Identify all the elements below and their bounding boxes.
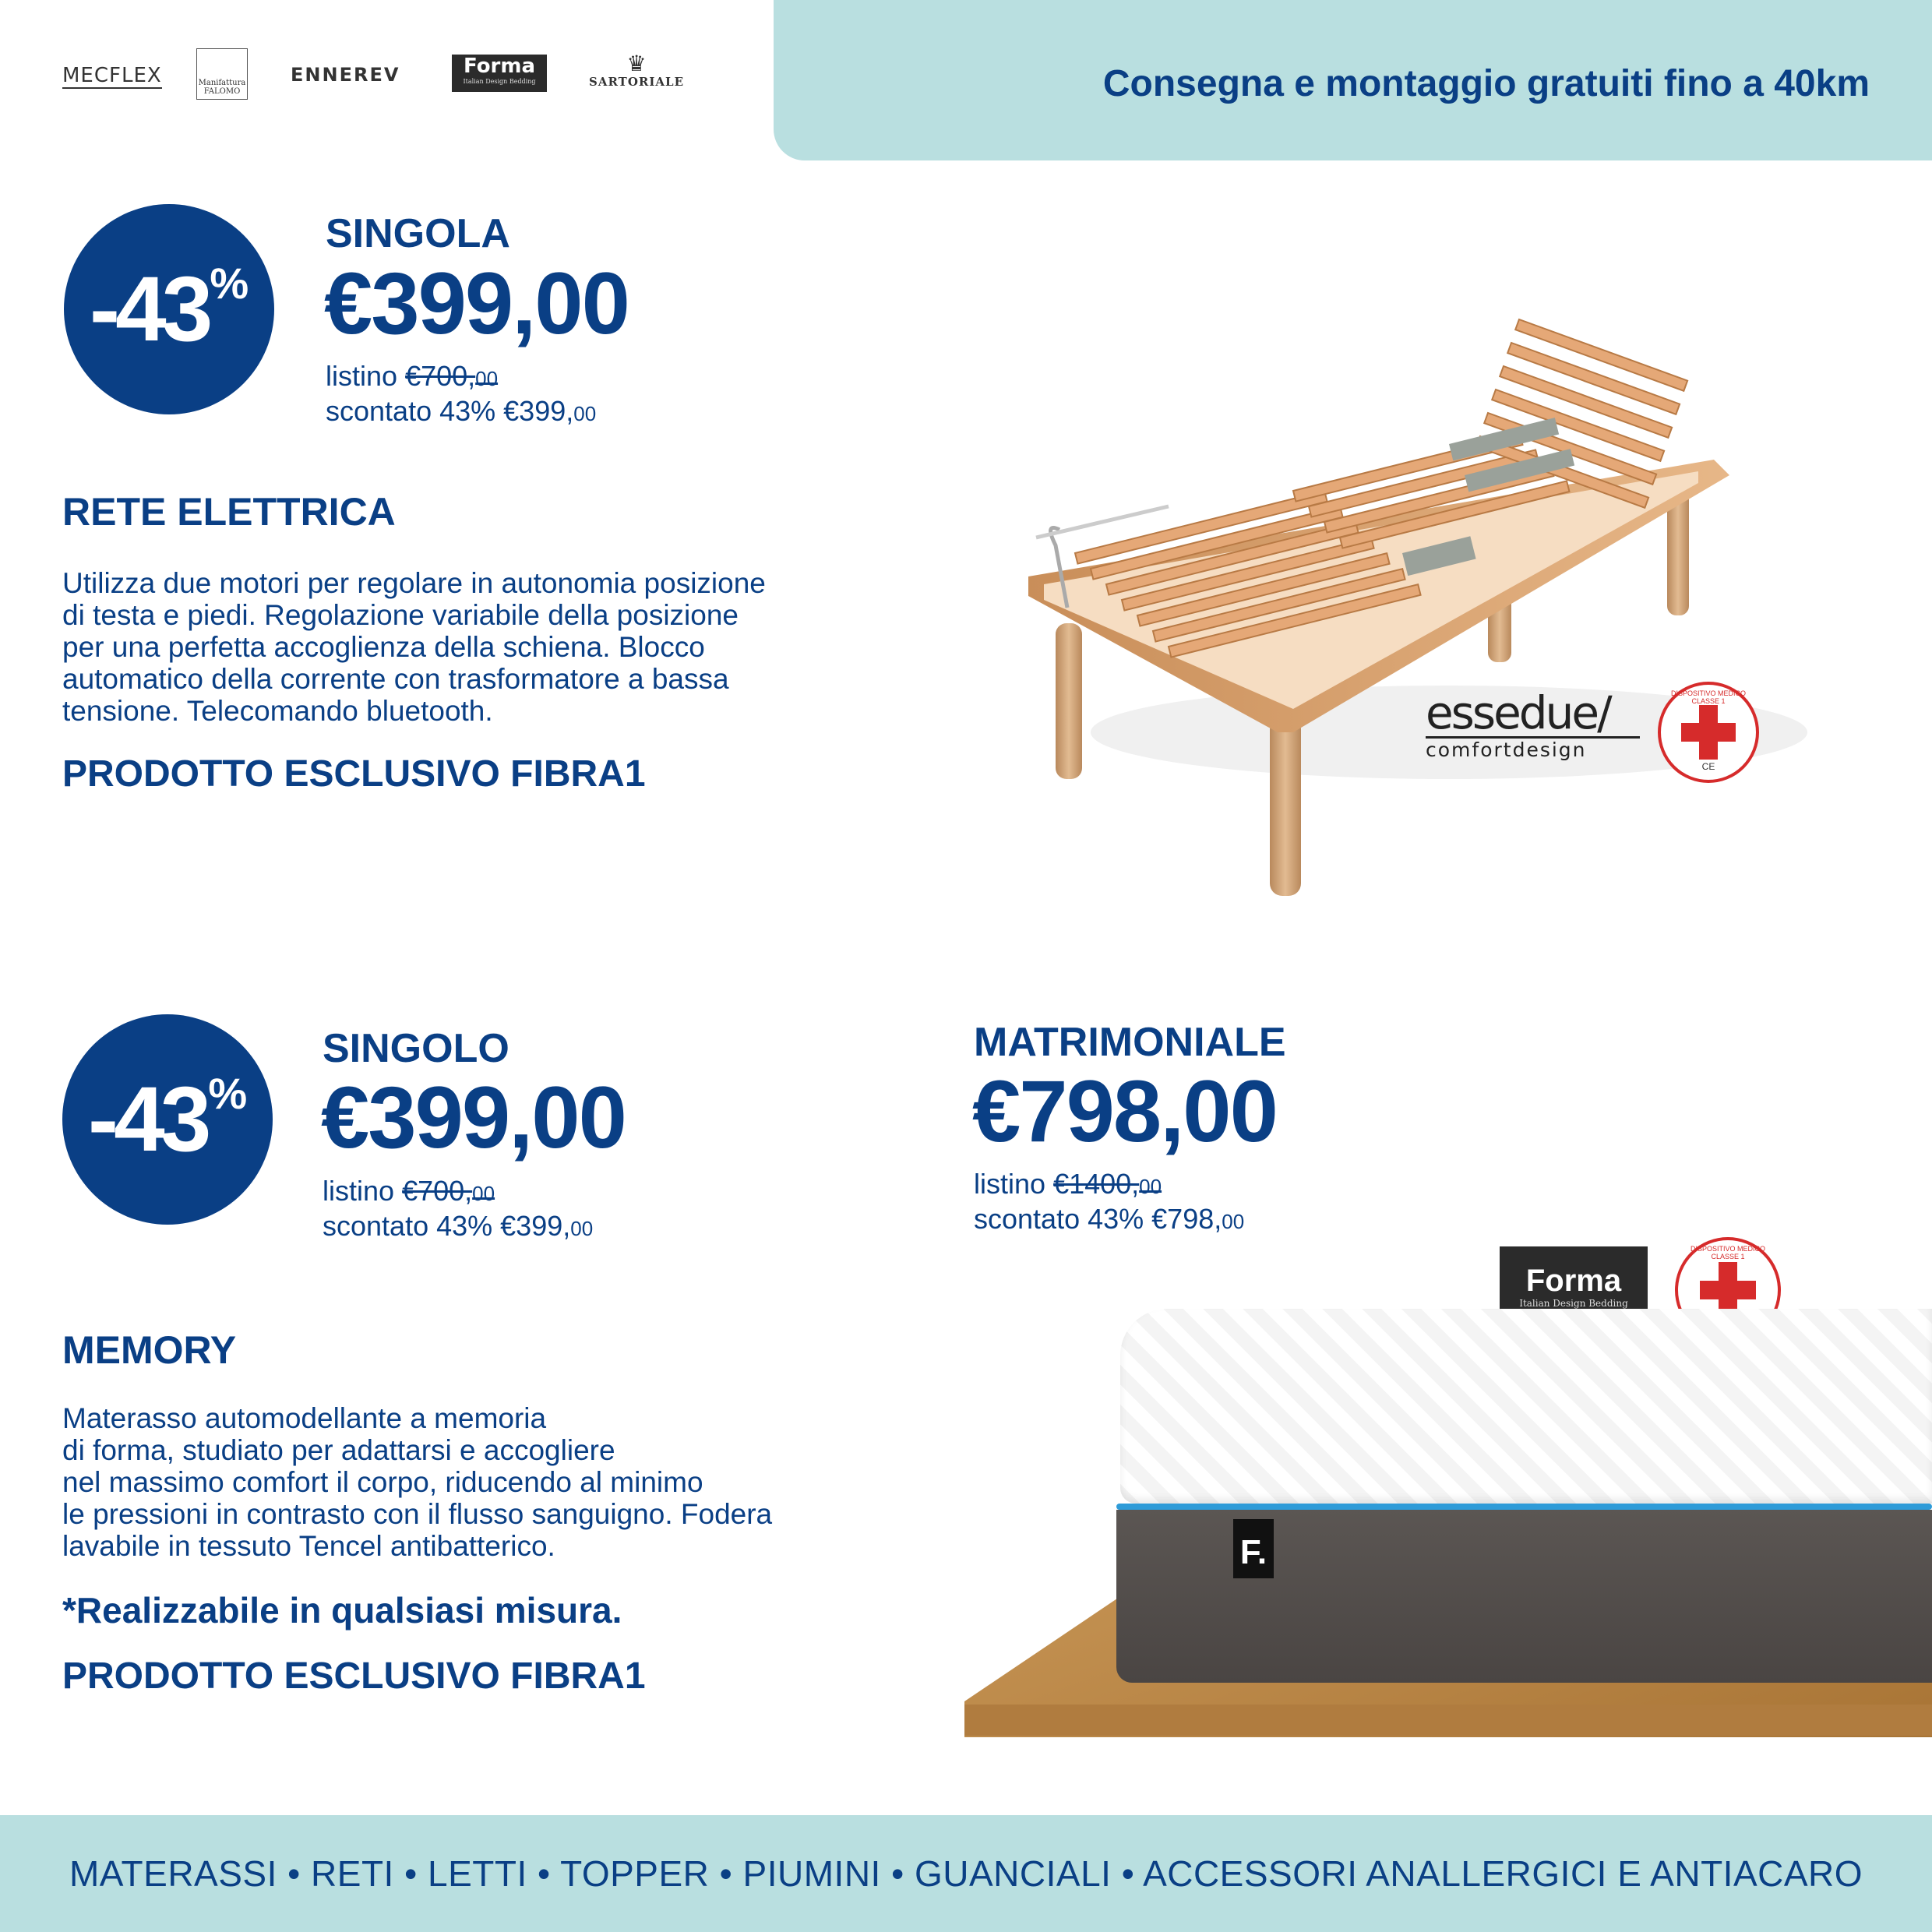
mattress-blue-seam [1116, 1504, 1932, 1510]
medical-device-badge-2: DISPOSITIVO MEDICO CLASSE 1 [1675, 1237, 1781, 1343]
forma-logo: Forma Italian Design Bedding [1500, 1246, 1648, 1327]
footer-categories: MATERASSI • RETI • LETTI • TOPPER • PIUMINI • GUANCIALI • ACCESSORI ANALLERGICI E ANTIACARO [69, 1853, 1863, 1894]
price-details-1: listino €700,00 scontato 43% €399,00 [326, 360, 597, 427]
medical-device-badge-1: CE DISPOSITIVO MEDICO CLASSE 1 [1658, 682, 1759, 783]
price-details-2: listino €700,00 scontato 43% €399,00 [323, 1175, 594, 1242]
discount-badge-2: -43 % [62, 1014, 273, 1225]
medical-cross-icon [1681, 705, 1736, 760]
essedue-logo: essedue/ comfortdesign [1426, 689, 1640, 761]
memory-mattress-image [964, 1309, 1932, 1776]
falomo-logo: Manifattura FALOMO [196, 48, 248, 100]
price-singola: €399,00 [324, 255, 629, 352]
mattress-top [1120, 1309, 1932, 1504]
size-label-singolo: SINGOLO [323, 1026, 509, 1071]
delivery-banner: Consegna e montaggio gratuiti fino a 40km [1102, 63, 1870, 104]
price-singolo: €399,00 [321, 1069, 626, 1166]
size-label-singola: SINGOLA [326, 211, 510, 256]
forma-logo-header: Forma Italian Design Bedding [452, 55, 547, 92]
footer-band [0, 1815, 1932, 1932]
brand-logos [62, 47, 717, 109]
product-description-memory: Materasso automodellante a memoria di forma, studiato per adattarsi e accogliere nel massimo comfort il corpo, riducendo al minimo le pressioni in contrasto con il flusso sanguigno. Fodera lavabile in tessuto Tencel antibatterico. [62, 1402, 773, 1562]
price-details-3: listino €1400,00 scontato 43% €798,00 [974, 1168, 1245, 1235]
header-band [774, 0, 1932, 160]
product-title-memory: MEMORY [62, 1328, 237, 1372]
sartoriale-logo: ♛ SARTORIALE [589, 51, 685, 89]
crown-icon: ♛ [626, 51, 647, 76]
custom-size-note: *Realizzabile in qualsiasi misura. [62, 1590, 622, 1631]
ennerev-logo: ENNEREV [291, 64, 400, 86]
exclusive-label-2: PRODOTTO ESCLUSIVO FIBRA1 [62, 1655, 646, 1697]
product-description-rete: Utilizza due motori per regolare in autonomia posizione di testa e piedi. Regolazione variabile della posizione per una perfetta accoglienza della schiena. Blocco automatico della corrente con trasformatore a bassa tensione. Telecomando bluetooth. [62, 567, 766, 727]
exclusive-label-1: PRODOTTO ESCLUSIVO FIBRA1 [62, 753, 646, 795]
discount-badge-1: -43 % [64, 204, 274, 414]
size-label-matrimoniale: MATRIMONIALE [974, 1020, 1286, 1065]
price-matrimoniale: €798,00 [972, 1063, 1277, 1160]
product-title-rete: RETE ELETTRICA [62, 490, 396, 534]
electric-bed-base-image [1013, 296, 1854, 919]
mecflex-logo: MECFLEX [62, 64, 162, 87]
mattress-label: F. [1233, 1519, 1274, 1578]
